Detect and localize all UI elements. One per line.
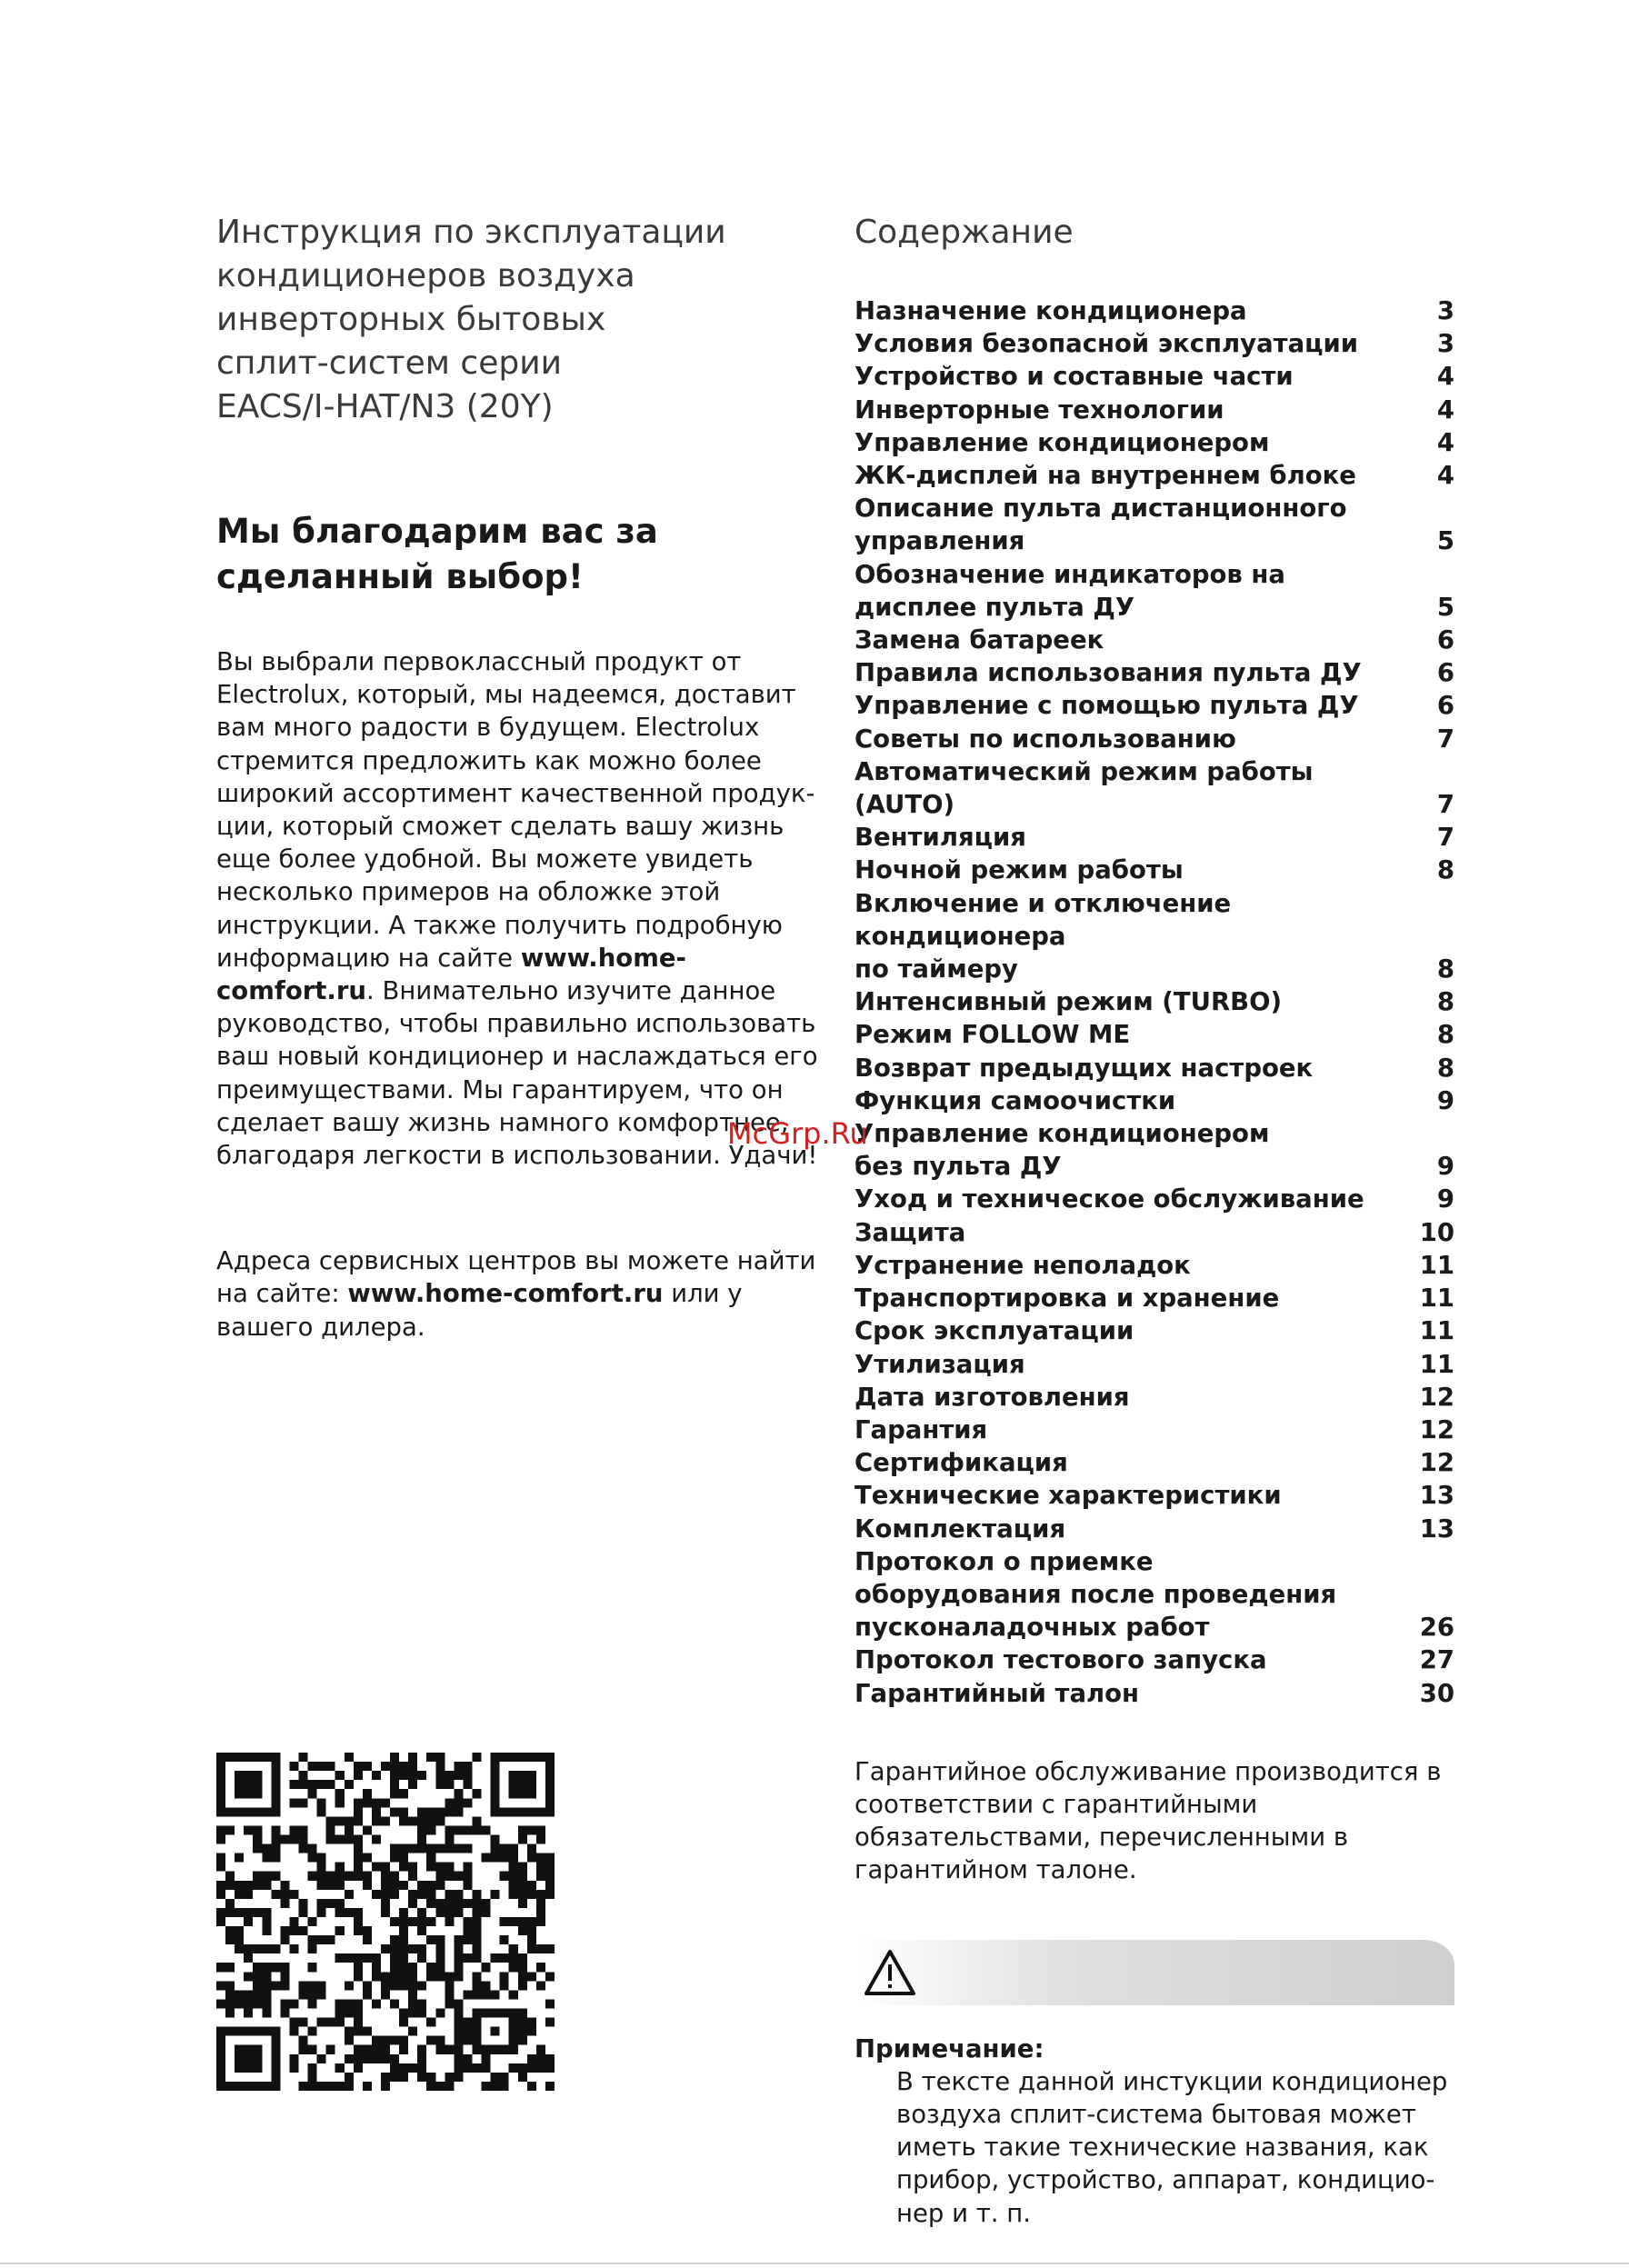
toc-item-title: Сертификация <box>854 1448 1068 1478</box>
toc-item-page: 30 <box>1419 1678 1454 1708</box>
toc-item-page: 8 <box>1436 1053 1454 1083</box>
toc-item-page: 11 <box>1419 1250 1454 1280</box>
toc-item <box>854 1052 1454 1084</box>
toc-item-page: 12 <box>1419 1448 1454 1478</box>
toc-item <box>854 1479 1454 1512</box>
toc-item <box>854 1414 1454 1446</box>
toc-item <box>854 295 1454 327</box>
toc-item-title: Комплектация <box>854 1514 1066 1544</box>
toc-item <box>854 327 1454 360</box>
toc-item <box>854 985 1454 1018</box>
toc-item-page: 4 <box>1436 362 1454 392</box>
toc-item <box>854 624 1454 656</box>
toc-item-title: Транспортировка и хранение <box>854 1284 1280 1314</box>
toc-item-title: Описание пульта дистанционного управления <box>854 494 1347 556</box>
toc-item-title: Условия безопасной эксплуатации <box>854 329 1359 359</box>
toc-item <box>854 426 1454 459</box>
toc-item <box>854 1282 1454 1314</box>
intro-text-1: Вы выбрали первоклассный продукт от Electrolux, который, мы надеемся, доставит вам много радости в будущем. Electrolux стремится предложить как можно более широкий ассортимент качественной продукции, который сможет сделать вашу жизнь еще более удобной. Вы можете увидеть несколько примеров на обложке этой инструкции. А также получить подробную информацию на сайте <box>216 647 815 973</box>
toc-item-page: 9 <box>1436 1152 1454 1182</box>
toc-item-page: 6 <box>1436 691 1454 721</box>
toc-item-title: Протокол о приемке оборудования после проведения пусконаладочных работ <box>854 1546 1337 1643</box>
toc-item-title: Срок эксплуатации <box>854 1316 1134 1346</box>
toc-heading: Содержание <box>854 214 1074 251</box>
toc-item-title: Советы по использованию <box>854 724 1236 754</box>
toc-item <box>854 492 1454 557</box>
toc-item-page: 3 <box>1436 296 1454 325</box>
left-column <box>216 211 834 1368</box>
toc-item-page: 4 <box>1436 427 1454 457</box>
toc-item-title: Уход и техническое обслуживание <box>854 1184 1364 1214</box>
qr-code-image <box>216 1753 555 2091</box>
toc-item-title: Вентиляция <box>854 823 1026 853</box>
toc-item-page: 11 <box>1419 1284 1454 1314</box>
note-label: Примечание: <box>854 2033 1044 2063</box>
warning-bar-background <box>854 1940 1454 2005</box>
toc-item-page: 12 <box>1419 1414 1454 1444</box>
toc-item <box>854 1216 1454 1249</box>
toc-item-title: Гарантия <box>854 1414 988 1444</box>
toc-item-title: Включение и отключение кондиционера по таймеру <box>854 888 1232 984</box>
service-paragraph <box>216 1244 834 1344</box>
toc-item-page: 13 <box>1419 1481 1454 1511</box>
toc-item-title: Гарантийный талон <box>854 1678 1140 1708</box>
toc-item <box>854 887 1454 986</box>
toc-item-title: Интенсивный режим (TURBO) <box>854 987 1283 1017</box>
toc-item <box>854 558 1454 624</box>
toc-item <box>854 1381 1454 1414</box>
toc-item-page: 5 <box>1436 592 1454 622</box>
toc-item <box>854 360 1454 393</box>
toc-item <box>854 459 1454 492</box>
toc-item-page: 11 <box>1419 1349 1454 1379</box>
toc-item-page: 26 <box>1419 1613 1454 1643</box>
toc-item-page: 4 <box>1436 395 1454 425</box>
intro-link[interactable]: www.home-comfort.ru <box>216 943 686 1006</box>
toc-item <box>854 1183 1454 1215</box>
toc-item-page: 5 <box>1436 526 1454 556</box>
watermark: McGrp.Ru <box>727 1116 868 1151</box>
page-bottom-line <box>0 2263 1629 2264</box>
toc-item-title: Дата изготовления <box>854 1382 1130 1412</box>
toc-item-page: 8 <box>1436 1020 1454 1050</box>
warning-bar <box>854 1940 1454 2005</box>
toc-item-title: Замена батареек <box>854 625 1104 655</box>
toc-item-title: Технические характеристики <box>854 1481 1282 1511</box>
toc-item <box>854 821 1454 854</box>
toc-item-title: Режим FOLLOW ME <box>854 1020 1131 1050</box>
toc-item-title: Протокол тестового запуска <box>854 1645 1267 1675</box>
toc-item-title: Защита <box>854 1217 966 1247</box>
toc-item <box>854 656 1454 689</box>
toc-item-page: 7 <box>1436 823 1454 853</box>
toc-item-title: Функция самоочистки <box>854 1085 1176 1115</box>
toc-item <box>854 394 1454 426</box>
toc-item-page: 8 <box>1436 855 1454 885</box>
toc-item <box>854 689 1454 722</box>
toc-item-page: 3 <box>1436 329 1454 359</box>
toc-item-page: 4 <box>1436 461 1454 491</box>
toc-item-page: 27 <box>1419 1645 1454 1675</box>
toc-item <box>854 723 1454 755</box>
toc-item-page: 10 <box>1419 1217 1454 1247</box>
thanks-heading: Мы благодарим вас за сделанный выбор! <box>216 512 658 596</box>
toc-item-page: 9 <box>1436 1085 1454 1115</box>
toc-item-page: 12 <box>1419 1382 1454 1412</box>
toc-item-title: Управление кондиционером <box>854 427 1270 457</box>
toc-item <box>854 1545 1454 1644</box>
toc-item-page: 9 <box>1436 1184 1454 1214</box>
toc-item <box>854 1348 1454 1381</box>
warning-triangle-icon <box>864 1949 916 1996</box>
toc-item-page: 6 <box>1436 625 1454 655</box>
toc-item <box>854 1644 1454 1676</box>
service-link[interactable]: www.home-comfort.ru <box>347 1279 664 1309</box>
toc-item-page: 13 <box>1419 1514 1454 1544</box>
toc-item-title: Ночной режим работы <box>854 855 1184 885</box>
toc-item <box>854 1446 1454 1479</box>
toc-item <box>854 1513 1454 1545</box>
toc-item-page: 6 <box>1436 658 1454 688</box>
toc-item-page: 7 <box>1436 724 1454 754</box>
toc-item-title: Управление кондиционером без пульта ДУ <box>854 1119 1270 1182</box>
intro-paragraph <box>216 645 834 1172</box>
service-text-1: Адреса сервисных центров вы можете найти на сайте: <box>216 1246 816 1309</box>
toc-item <box>854 854 1454 886</box>
toc-item-title: Инверторные технологии <box>854 395 1224 425</box>
toc-item-title: Обозначение индикаторов на дисплее пульта ДУ <box>854 559 1285 622</box>
toc-item-title: Правила использования пульта ДУ <box>854 658 1362 688</box>
toc-item-title: Управление с помощью пульта ДУ <box>854 691 1359 721</box>
toc-item-title: Устранение неполадок <box>854 1250 1191 1280</box>
service-text-2: или у вашего дилера. <box>216 1279 743 1342</box>
toc-item-title: Автоматический режим работы (AUTO) <box>854 756 1314 820</box>
toc-item-page: 11 <box>1419 1316 1454 1346</box>
table-of-contents <box>854 295 1454 1710</box>
toc-item <box>854 755 1454 821</box>
toc-item-page: 8 <box>1436 954 1454 984</box>
toc-item-title: Утилизация <box>854 1349 1025 1379</box>
toc-item <box>854 1677 1454 1710</box>
toc-item-title: Назначение кондиционера <box>854 296 1247 325</box>
right-column <box>854 211 1454 2230</box>
toc-item-title: Возврат предыдущих настроек <box>854 1053 1314 1083</box>
toc-item <box>854 1249 1454 1282</box>
intro-text-2: . Внимательно изучите данное руководство, чтобы правильно использовать ваш новый кондиционер и наслаждаться его преимуществами. Мы гарантируем, что он сделает вашу жизнь намного комфортнее, благодаря легкости в использовании. Удачи! <box>216 976 818 1171</box>
toc-item-page: 7 <box>1436 790 1454 820</box>
toc-item <box>854 1084 1454 1117</box>
toc-item <box>854 1117 1454 1183</box>
toc-item-title: ЖК-дисплей на внутреннем блоке <box>854 461 1356 491</box>
guarantee-note: Гарантийное обслуживание производится в соответствии с гарантийными обязательствами, перечисленными в гарантийном талоне. <box>854 1756 1442 1885</box>
note-text: В тексте данной инстукции кондиционер воздуха сплит-система бытовая может иметь такие технические названия, как прибор, устройство, аппарат, кондиционер и т. п. <box>896 2066 1448 2228</box>
document-title: Инструкция по эксплуатации кондиционеров воздуха инверторных бытовых сплит-систем серии EACS/I-HAT/N3 (20Y) <box>216 214 726 425</box>
toc-item-title: Устройство и составные части <box>854 362 1294 392</box>
toc-item-page: 8 <box>1436 987 1454 1017</box>
toc-item <box>854 1314 1454 1347</box>
toc-item <box>854 1018 1454 1051</box>
